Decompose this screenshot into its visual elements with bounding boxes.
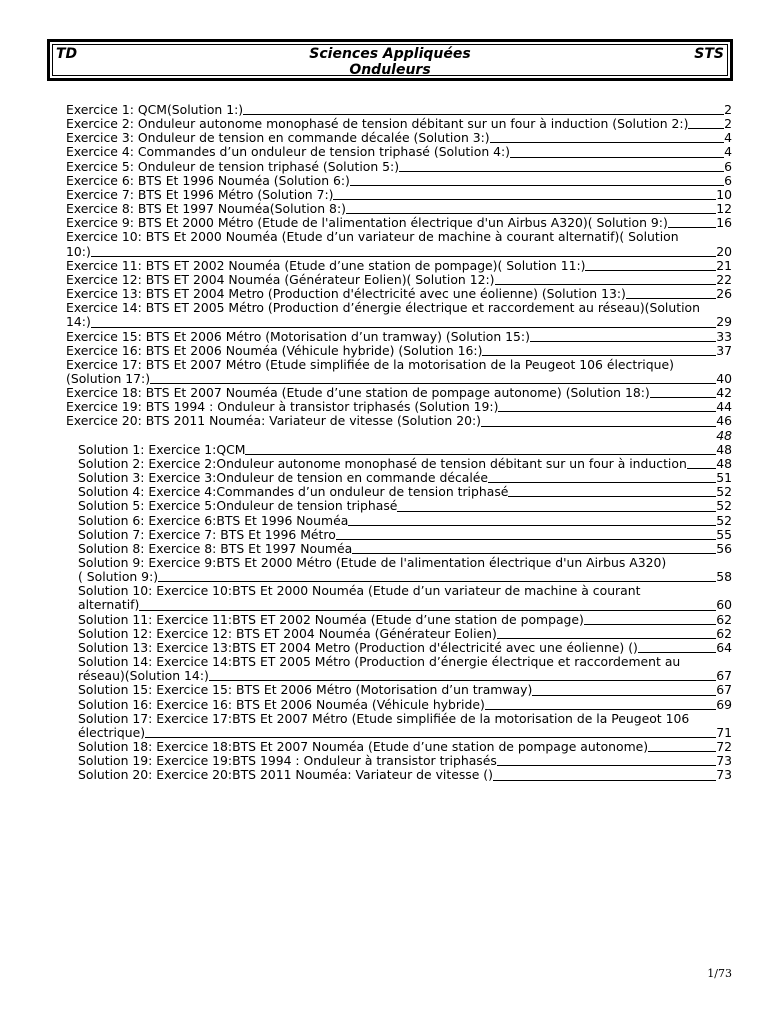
exercise-title: 14:) [66,315,91,330]
solution-entry[interactable] [78,457,732,471]
dot-leader [145,737,716,738]
solution-entry[interactable] [78,655,732,683]
solution-title-line: Solution 10: Exercice 10:BTS Et 2000 Nouméa (Etude d’un variateur de machine à courant [78,583,641,599]
exercise-title: Exercice 12: BTS ET 2004 Nouméa (Générateur Eolien)( Solution 12:) [66,272,495,287]
exercise-title: Exercice 8: BTS Et 1997 Nouméa(Solution 8:) [66,202,346,217]
solution-page-number: 52 [716,484,732,500]
exercise-page-number: 44 [716,399,732,415]
solution-page-number: 62 [716,625,732,641]
solution-entry[interactable] [78,627,732,641]
dot-leader [348,525,716,526]
solution-entry[interactable] [78,471,732,485]
solution-entry[interactable] [78,740,732,754]
solution-page-number: 55 [716,526,732,542]
exercise-title: Exercice 3: Onduleur de tension en commande décalée (Solution 3:) [66,131,490,146]
solution-page-number: 52 [716,498,732,514]
document-subtitle: Onduleurs [349,62,431,78]
exercise-entry[interactable] [66,344,732,358]
exercise-entry[interactable] [66,131,732,145]
dot-leader [209,680,716,681]
solution-title: ( Solution 9:) [78,570,159,585]
exercise-entry[interactable] [66,145,732,159]
solution-title: Solution 19: Exercice 19:BTS 1994 : Onduleur à transistor triphasés [78,754,497,769]
dot-leader [158,581,716,582]
solution-title-line: Solution 14: Exercice 14:BTS ET 2005 Métro (Production d’énergie électrique et raccordement au [78,654,681,670]
exercise-title: 10:) [66,244,91,259]
solution-page-number: 69 [716,696,732,712]
exercise-page-number: 26 [716,286,732,302]
dot-leader [352,553,716,554]
exercise-title: Exercice 4: Commandes d’un onduleur de tension triphasé (Solution 4:) [66,145,510,160]
exercise-page-number: 46 [716,413,732,429]
dot-leader [485,709,716,710]
solution-entry[interactable] [78,768,732,782]
exercise-title: Exercice 9: BTS Et 2000 Métro (Etude de l'alimentation électrique d'un Airbus A320)( Solution 9:) [66,216,668,231]
dot-leader [498,411,716,412]
exercise-title: Exercice 1: QCM(Solution 1:) [66,103,244,117]
dot-leader [510,157,724,158]
solutions-page-marker: 48 [716,427,732,443]
solution-entry[interactable] [78,641,732,655]
solution-title-line: Solution 17: Exercice 17:BTS Et 2007 Métro (Etude simplifiée de la motorisation de la Peugeot 106 [78,710,690,726]
header-left-label: TD [56,46,78,62]
exercise-entry[interactable] [66,386,732,400]
page-number: 1/73 [707,967,732,980]
exercise-entry[interactable] [66,358,732,386]
exercise-title: (Solution 17:) [66,371,151,386]
exercise-title: Exercice 15: BTS Et 2006 Métro (Motorisation d’un tramway) (Solution 15:) [66,329,530,344]
dot-leader [350,185,724,186]
dot-leader [481,426,716,427]
exercise-page-number: 37 [716,342,732,358]
solution-page-number: 48 [716,441,732,457]
solution-entry[interactable] [78,754,732,768]
dot-leader [245,454,716,455]
solution-entry[interactable] [78,683,732,697]
dot-leader [497,638,716,639]
exercise-entry[interactable] [66,230,732,258]
solution-entry[interactable] [78,584,732,612]
dot-leader [397,511,716,512]
dot-leader [490,142,724,143]
solution-page-number: 58 [716,569,732,585]
dot-leader [530,341,716,342]
solution-title: Solution 2: Exercice 2:Onduleur autonome monophasé de tension débitant sur un four à induction [78,456,687,471]
exercise-entry[interactable] [66,400,732,414]
solution-entry[interactable] [78,542,732,556]
exercise-page-number: 4 [724,144,732,160]
document-header [47,39,733,81]
solution-title: Solution 13: Exercice 13:BTS ET 2004 Metro (Production d'électricité avec une éolienne) () [78,640,638,655]
solution-page-number: 71 [716,724,732,740]
exercise-page-number: 40 [716,370,732,386]
exercise-page-number: 29 [716,314,732,330]
solution-page-number: 48 [716,455,732,471]
solution-page-number: 64 [716,639,732,655]
exercise-entry[interactable] [66,301,732,329]
exercise-page-number: 33 [716,328,732,344]
exercise-entry[interactable] [66,117,732,131]
dot-leader [150,383,716,384]
exercise-entry[interactable] [66,259,732,273]
exercise-entry[interactable] [66,273,732,287]
dot-leader [585,270,716,271]
exercise-title: Exercice 2: Onduleur autonome monophasé de tension débitant sur un four à induction (Solution 2:) [66,117,689,132]
solution-title: Solution 1: Exercice 1:QCM [78,442,246,457]
solution-title: Solution 16: Exercice 16: BTS Et 2006 Nouméa (Véhicule hybride) [78,697,485,712]
dot-leader [508,496,716,497]
solution-title: Solution 12: Exercice 12: BTS ET 2004 Nouméa (Générateur Eolien) [78,626,497,641]
solution-page-number: 62 [716,611,732,627]
solution-page-number: 67 [716,682,732,698]
exercise-entry[interactable] [66,216,732,230]
header-right-label: STS [694,46,724,62]
dot-leader [139,610,716,611]
dot-leader [638,652,716,653]
exercise-title: Exercice 19: BTS 1994 : Onduleur à transistor triphasés (Solution 19:) [66,400,499,415]
exercise-entry[interactable] [66,160,732,174]
solution-entry[interactable] [78,712,732,740]
dot-leader [488,482,716,483]
exercise-page-number: 21 [716,257,732,273]
dot-leader [399,171,724,172]
exercise-title: Exercice 13: BTS ET 2004 Metro (Production d'électricité avec une éolienne) (Solution 13:) [66,287,626,302]
solution-list [66,443,732,783]
dot-leader [495,284,717,285]
solution-title: Solution 7: Exercice 7: BTS Et 1996 Métro [78,527,336,542]
solution-title: Solution 20: Exercice 20:BTS 2011 Nouméa: Variateur de vitesse () [78,768,493,783]
solution-title: Solution 11: Exercice 11:BTS ET 2002 Nouméa (Etude d’une station de pompage) [78,612,584,627]
solution-page-number: 67 [716,668,732,684]
solution-title-line: Solution 9: Exercice 9:BTS Et 2000 Métro (Etude de l'alimentation électrique d'un Airbus A320) [78,555,667,570]
exercise-entry[interactable] [66,188,732,202]
solution-title: Solution 8: Exercice 8: BTS Et 1997 Nouméa [78,541,353,556]
dot-leader [333,199,716,200]
table-of-contents [66,103,732,783]
dot-leader [336,539,716,540]
solution-page-number: 73 [716,767,732,783]
exercise-page-number: 42 [716,385,732,401]
solution-title: Solution 5: Exercice 5:Onduleur de tension triphasé [78,499,398,514]
solution-page-number: 56 [716,540,732,556]
exercise-page-number: 2 [724,102,732,117]
exercise-page-number: 6 [724,158,732,174]
dot-leader [687,468,716,469]
exercise-title-line: Exercice 10: BTS Et 2000 Nouméa (Etude d’un variateur de machine à courant alternatif)( Solution [66,229,679,245]
solution-page-number: 52 [716,512,732,528]
exercise-page-number: 10 [716,186,732,202]
exercise-page-number: 20 [716,243,732,259]
exercise-title: Exercice 11: BTS ET 2002 Nouméa (Etude d’une station de pompage)( Solution 11:) [66,258,586,273]
solution-entry[interactable] [78,528,732,542]
solution-title: électrique) [78,725,146,740]
solution-entry[interactable] [78,556,732,584]
exercise-page-number: 6 [724,172,732,188]
solution-entry[interactable] [78,485,732,499]
dot-leader [584,624,716,625]
exercise-title-line: Exercice 14: BTS ET 2005 Métro (Production d’énergie électrique et raccordement au réseau)(Solution [66,300,700,316]
solution-title: Solution 3: Exercice 3:Onduleur de tension en commande décalée [78,471,489,486]
exercise-entry[interactable] [66,174,732,188]
exercise-title: Exercice 18: BTS Et 2007 Nouméa (Etude d’une station de pompage autonome) (Solution 18:) [66,386,650,401]
exercise-page-number: 2 [724,116,732,132]
dot-leader [648,751,716,752]
exercise-entry[interactable] [66,202,732,216]
exercise-page-number: 4 [724,130,732,146]
dot-leader [650,397,716,398]
exercise-entry[interactable] [66,330,732,344]
document-title: Sciences Appliquées [309,46,471,62]
exercise-title: Exercice 6: BTS Et 1996 Nouméa (Solution 6:) [66,173,350,188]
exercise-page-number: 16 [716,215,732,231]
exercise-entry[interactable] [66,414,732,428]
solution-entry[interactable] [78,613,732,627]
dot-leader [668,227,716,228]
solution-page-number: 51 [716,470,732,486]
exercise-title: Exercice 7: BTS Et 1996 Métro (Solution 7:) [66,187,334,202]
solution-title: Solution 6: Exercice 6:BTS Et 1996 Nouméa [78,513,349,528]
solution-entry[interactable] [78,443,732,457]
solution-entry[interactable] [78,698,732,712]
solution-title: Solution 4: Exercice 4:Commandes d’un onduleur de tension triphasé [78,485,509,500]
solution-entry[interactable] [78,514,732,528]
dot-leader [493,780,716,781]
solution-title: Solution 15: Exercice 15: BTS Et 2006 Métro (Motorisation d’un tramway) [78,683,533,698]
exercise-list [66,103,732,429]
dot-leader [532,695,716,696]
solution-title: Solution 18: Exercice 18:BTS Et 2007 Nouméa (Etude d’une station de pompage autonome) [78,740,649,755]
solution-page-number: 72 [716,739,732,755]
dot-leader [346,213,716,214]
exercise-title-line: Exercice 17: BTS Et 2007 Métro (Etude simplifiée de la motorisation de la Peugeot 106 électrique) [66,356,674,372]
solution-title: réseau)(Solution 14:) [78,669,209,684]
dot-leader [482,355,716,356]
exercise-title: Exercice 5: Onduleur de tension triphasé (Solution 5:) [66,159,400,174]
solution-page-number: 73 [716,753,732,769]
exercise-page-number: 12 [716,201,732,217]
solution-entry[interactable] [78,499,732,513]
dot-leader [688,128,724,129]
exercise-entry[interactable] [66,103,732,117]
solution-page-number: 60 [716,597,732,613]
solution-title: alternatif) [78,598,140,613]
exercise-title: Exercice 16: BTS Et 2006 Nouméa (Véhicule hybride) (Solution 16:) [66,343,483,358]
dot-leader [91,327,716,328]
dot-leader [243,114,724,115]
dot-leader [91,256,716,257]
exercise-page-number: 22 [716,271,732,287]
dot-leader [497,765,716,766]
exercise-entry[interactable] [66,287,732,301]
exercise-title: Exercice 20: BTS 2011 Nouméa: Variateur de vitesse (Solution 20:) [66,414,481,429]
dot-leader [626,298,716,299]
